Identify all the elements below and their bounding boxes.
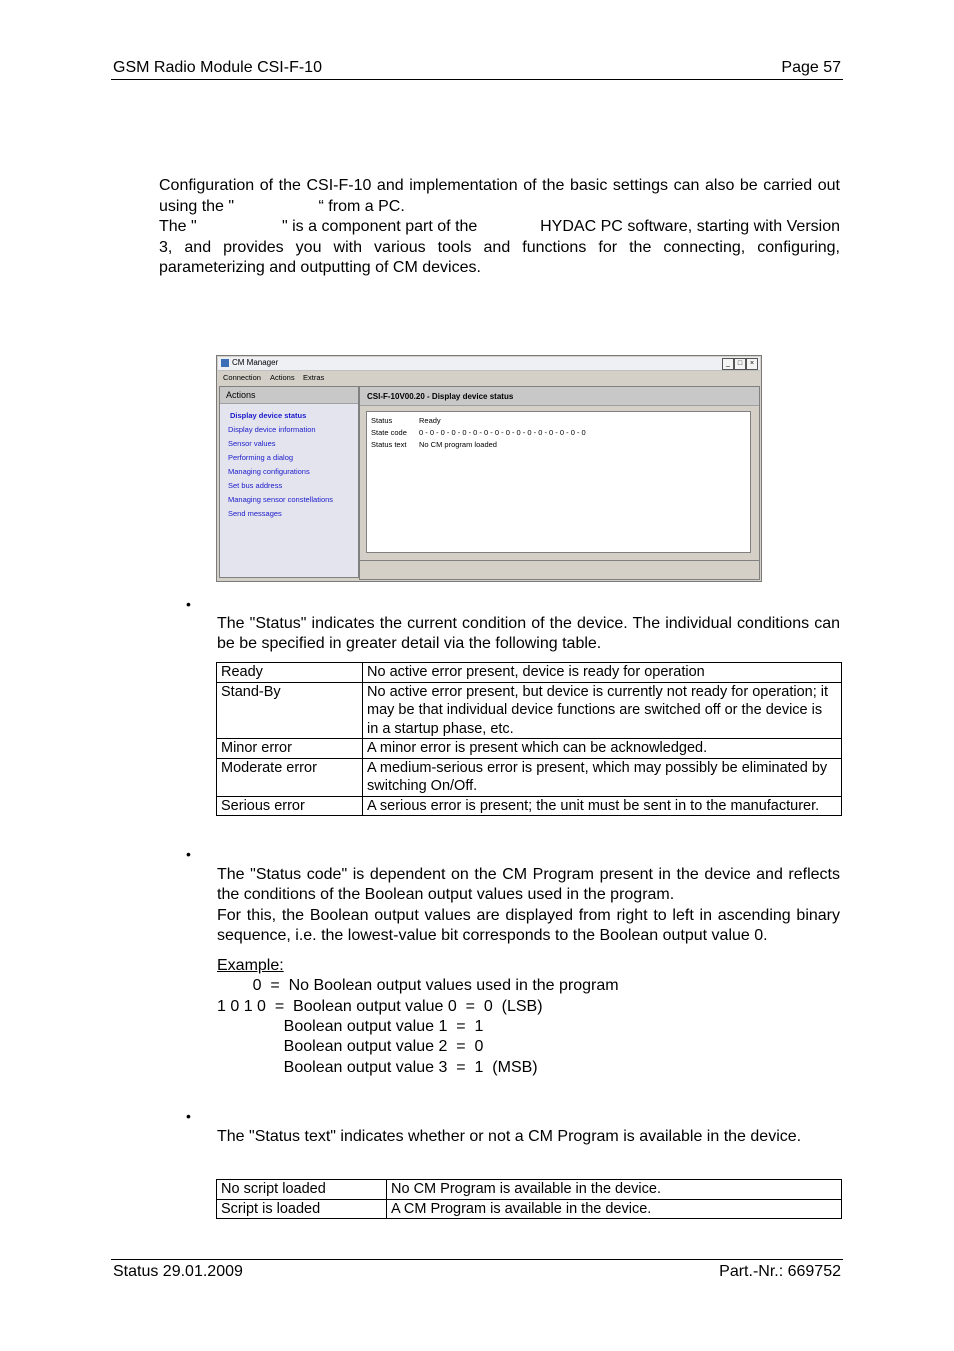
status-desc: A medium-serious error is present, which may possibly be eliminated by switching On/Off. (363, 758, 842, 796)
status-text-description (217, 1127, 840, 1147)
intro-line-1: Configuration of the CSI-F-10 and implementation of the basic settings can also be carried out using the " “ from a PC. (159, 177, 845, 215)
example-line: 0 = No Boolean output values used in the program (217, 977, 619, 995)
header-page-number: Page 57 (781, 59, 841, 76)
table-row (217, 1180, 842, 1200)
status-term: Ready (217, 663, 363, 683)
app-icon (221, 359, 229, 367)
table-row (217, 682, 842, 739)
footer-part-number: Part.-Nr.: 669752 (719, 1263, 841, 1280)
action-sensor-values[interactable]: Sensor values (228, 439, 276, 448)
minimize-icon[interactable]: _ (722, 358, 734, 370)
script-desc: A CM Program is available in the device. (387, 1199, 842, 1219)
status-value: Ready (419, 416, 441, 425)
header-title: GSM Radio Module CSI-F-10 (113, 59, 322, 76)
status-panel-title: CSI-F-10V00.20 - Display device status (367, 392, 514, 401)
action-set-bus-address[interactable]: Set bus address (228, 481, 283, 490)
example-line: Boolean output value 3 = 1 (MSB) (217, 1058, 538, 1076)
status-code-text-2: For this, the Boolean output values are displayed from right to left in ascending binary sequence, i.e. the lowest-value bit corresponds to the Boolean output value 0. (217, 906, 840, 944)
actions-header (220, 387, 358, 404)
status-panel (359, 386, 760, 580)
bullet-status: • (186, 596, 191, 612)
cm-manager-screenshot (216, 355, 762, 582)
status-panel-header (360, 387, 759, 406)
example-label: Example: (217, 957, 284, 975)
status-text-label: Status text (371, 440, 407, 449)
intro-line-2: The " " is a component part of the HYDAC PC software, starting with Version 3, and provides you with various tools and functions for the connecting, configuring, parameterizing and outputting of CM devices. (159, 218, 845, 276)
state-code-value: 0 - 0 - 0 - 0 - 0 - 0 - 0 - 0 - 0 - 0 - 0 - 0 - 0 - 0 - 0 - 0 (419, 428, 586, 437)
script-desc: No CM Program is available in the device. (387, 1180, 842, 1200)
table-row (217, 739, 842, 759)
status-term: Moderate error (217, 758, 363, 796)
status-term: Minor error (217, 739, 363, 759)
status-display-box (366, 411, 751, 553)
table-row (217, 663, 842, 683)
menu-actions[interactable]: Actions (270, 373, 295, 382)
status-term: Stand-By (217, 682, 363, 739)
status-text: The "Status" indicates the current condition of the device. The individual conditions can be be specified in greater detail via the following table. (217, 615, 840, 653)
maximize-icon[interactable]: □ (734, 358, 746, 370)
window-titlebar (218, 357, 760, 371)
menu-connection[interactable]: Connection (223, 373, 261, 382)
actions-panel (219, 386, 359, 578)
script-term: No script loaded (217, 1180, 387, 1200)
window-title: CM Manager (232, 358, 279, 367)
status-table (216, 662, 842, 816)
status-label: Status (371, 416, 393, 425)
status-text-paragraph: The "Status text" indicates whether or not a CM Program is available in the device. (217, 1128, 802, 1145)
status-desc: A minor error is present which can be acknowledged. (363, 739, 842, 759)
close-icon[interactable]: × (746, 358, 758, 370)
bullet-status-code: • (186, 846, 191, 862)
table-row (217, 758, 842, 796)
status-code-description (217, 865, 840, 1078)
table-row (217, 1199, 842, 1219)
intro-paragraph (159, 176, 845, 279)
table-row (217, 796, 842, 816)
example-line: Boolean output value 2 = 0 (217, 1038, 484, 1056)
action-send-messages[interactable]: Send messages (228, 509, 282, 518)
status-description (217, 614, 840, 655)
status-term: Serious error (217, 796, 363, 816)
status-desc: A serious error is present; the unit must be sent in to the manufacturer. (363, 796, 842, 816)
footer-status-date: Status 29.01.2009 (113, 1263, 243, 1280)
header-rule (111, 79, 843, 80)
example-line: 1 0 1 0 = Boolean output value 0 = 0 (LSB) (217, 997, 543, 1015)
status-text-value: No CM program loaded (419, 440, 497, 449)
script-term: Script is loaded (217, 1199, 387, 1219)
status-desc: No active error present, device is ready for operation (363, 663, 842, 683)
action-display-device-status[interactable]: Display device status (230, 411, 307, 420)
bullet-status-text: • (186, 1108, 191, 1124)
menu-extras[interactable]: Extras (303, 373, 325, 382)
state-code-label: State code (371, 428, 407, 437)
action-managing-sensor-constellations[interactable]: Managing sensor constellations (228, 495, 334, 504)
action-managing-configurations[interactable]: Managing configurations (228, 467, 310, 476)
status-desc: No active error present, but device is currently not ready for operation; it may be that individual device functions are switched off or the device is in a startup phase, etc. (363, 682, 842, 739)
action-display-device-information[interactable]: Display device information (228, 425, 316, 434)
actions-header-label: Actions (226, 390, 256, 400)
script-table (216, 1179, 842, 1219)
action-performing-dialog[interactable]: Performing a dialog (228, 453, 294, 462)
status-code-text-1: The "Status code" is dependent on the CM Program present in the device and reflects the conditions of the Boolean output values used in the program. (217, 866, 840, 904)
footer-rule (111, 1259, 843, 1260)
example-line: Boolean output value 1 = 1 (217, 1018, 484, 1036)
menubar (218, 372, 760, 384)
status-panel-footer (360, 560, 759, 579)
